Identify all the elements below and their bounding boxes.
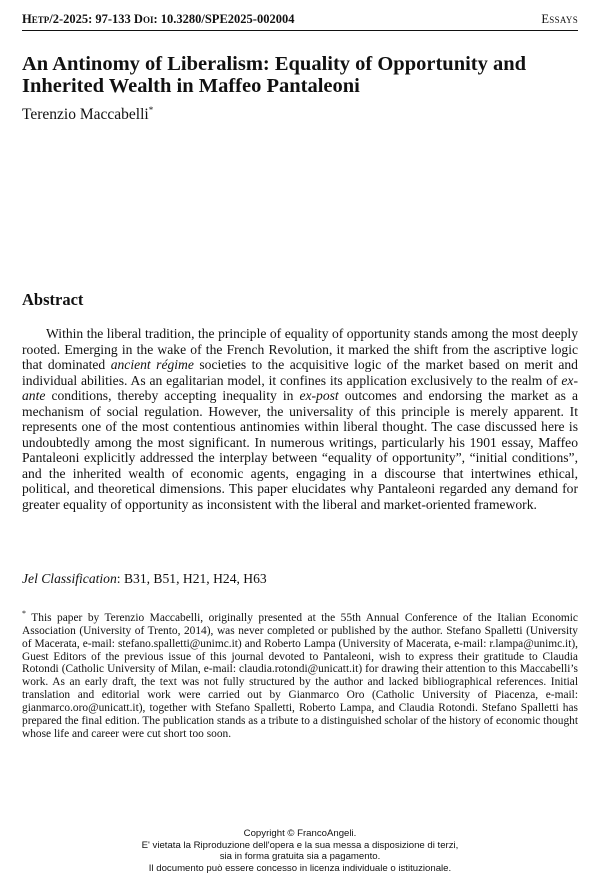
section-label: Essays [541, 12, 578, 26]
abstract-segment: societies to the acquisitive logic of the market based on merit and individual abilities. As an egalitarian model, it confines its application exclusively to the realm of [22, 357, 578, 388]
running-header [22, 12, 578, 31]
copyright-notice [0, 828, 600, 874]
abstract-segment: Within the liberal tradition, the principle of equality of opportunity stands among the most deeply rooted. Emerging in the wake of the French Revolution, it marked the shift from the ascriptive logic that dominated [22, 326, 578, 372]
author-footnote-mark[interactable]: * [148, 104, 154, 115]
jel-label: Jel Classification [22, 571, 117, 586]
abstract-emphasis: ex-post [299, 388, 339, 403]
jel-codes: : B31, B51, H21, H24, H63 [116, 571, 267, 586]
abstract-heading: Abstract [22, 290, 84, 309]
author-name: Terenzio Maccabelli [22, 106, 149, 123]
jel-classification [22, 571, 267, 587]
abstract-segment: outcomes and endorsing the market as a mechanism of social regulation. However, the universality of this principle is merely apparent. It represents one of the most contentious antinomies within liberal thought. The case discussed here is undoubtedly among the most significant. In numerous writings, particularly his 1901 essay, Maffeo Pantaleoni explicitly addressed the interplay between “equality of opportunity”, “initial conditions”, and the inherited wealth of economic agents, engaging in a discourse that intertwines ethical, political, and theoretical dimensions. This paper elucidates why Pantaleoni regarded any demand for greater equality of opportunity as inconsistent with the liberal and market-oriented framework. [22, 388, 578, 512]
author-line [22, 106, 153, 124]
abstract-segment: conditions, thereby accepting inequality in [45, 388, 300, 403]
abstract-emphasis: ancient régime [110, 357, 194, 372]
copyright-line: Copyright © FrancoAngeli. [243, 828, 357, 839]
copyright-line: sia in forma gratuita sia a pagamento. [219, 851, 381, 863]
footnote [22, 609, 578, 740]
footnote-text: This paper by Terenzio Maccabelli, originally presented at the 55th Annual Conference of the Italian Economic Association (University of Trento, 2014), was never completed or published by the author. Stefano Spalletti (University of Macerata, e-mail: stefano.spalletti@unimc.it) and Roberto Lampa (University of Macerata, e-mail: r.lampa@unimc.it), Guest Editors of the previous issue of this journal devoted to Pantaleoni, wish to express their gratitude to Claudia Rotondi (Catholic University of Milan, e-mail: claudia.rotondi@unicatt.it) for drawing their attention to this Maccabelli’s work. As an early draft, the text was not fully structured by the author and lacked bibliographical references. Initial translation and editorial work were carried out by Gianmarco Oro (Catholic University of Piacenza, e-mail: gianmarco.oro@unicatt.it), together with Stefano Spalletti, Roberto Lampa, and Claudia Rotondi. Stefano Spalletti has prepared the final edition. The publication stands as a tribute to a distinguished scholar of the history of economic thought whose life and career were cut short too soon. [22, 612, 578, 740]
copyright-line: Il documento può essere concesso in licenza individuale o istituzionale. [148, 862, 452, 874]
footnote-mark: * [22, 609, 26, 619]
journal-reference: Hetp/2-2025: 97-133 Doi: 10.3280/SPE2025-002004 [22, 12, 295, 26]
abstract-text [22, 326, 578, 512]
article-title: An Antinomy of Liberalism: Equality of Opportunity and Inherited Wealth in Maffeo Pantaleoni [22, 53, 527, 97]
copyright-line: E' vietata la Riproduzione dell'opera e la sua messa a disposizione di terzi, [141, 839, 459, 851]
abstract-emphasis: ex-ante [22, 372, 578, 403]
